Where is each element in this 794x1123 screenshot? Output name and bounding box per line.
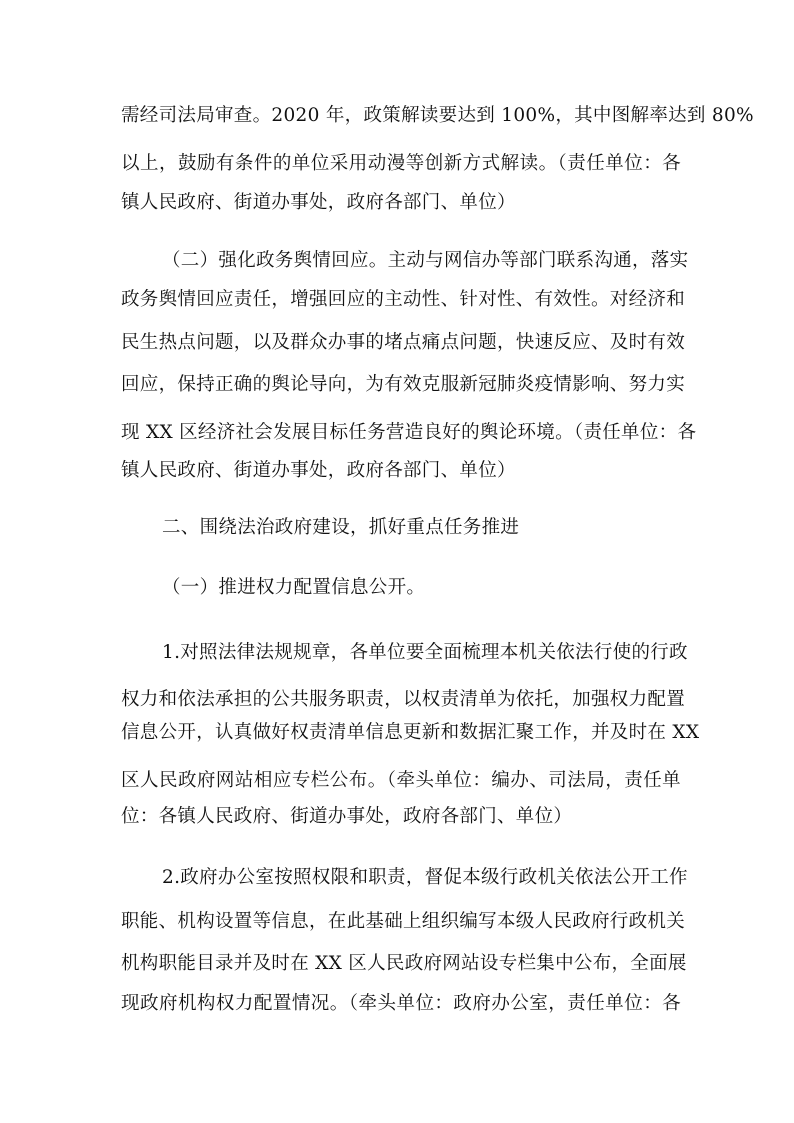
- text-line: 权力和依法承担的公共服务职责，以权责清单为依托，加强权力配置: [121, 689, 686, 710]
- text-line: 区人民政府网站相应专栏公布。（牵头单位：编办、司法局，责任单: [121, 770, 681, 791]
- text-line: 1.对照法律法规规章，各单位要全面梳理本机关依法行使的行政: [162, 642, 688, 663]
- text-line: 镇人民政府、街道办事处，政府各部门、单位）: [121, 192, 516, 213]
- text-line: 以上，鼓励有条件的单位采用动漫等创新方式解读。（责任单位：各: [121, 153, 681, 174]
- text-line: 民生热点问题，以及群众办事的堵点痛点问题，快速反应、及时有效: [121, 332, 686, 353]
- text-line: 机构职能目录并及时在 XX 区人民政府网站设专栏集中公布，全面展: [121, 953, 687, 974]
- text-line: 信息公开，认真做好权责清单信息更新和数据汇聚工作，并及时在 XX: [121, 722, 700, 743]
- text-line: 政务舆情回应责任，增强回应的主动性、针对性、有效性。对经济和: [121, 289, 686, 310]
- text-line: 现政府机构权力配置情况。（牵头单位：政府办公室，责任单位：各: [121, 993, 681, 1014]
- text-line: 现 XX 区经济社会发展目标任务营造良好的舆论环境。（责任单位：各: [121, 422, 697, 443]
- text-line: 职能、机构设置等信息，在此基础上组织编写本级人民政府行政机关: [121, 911, 686, 932]
- text-line: 需经司法局审查。2020 年，政策解读要达到 100%，其中图解率达到 80%: [121, 105, 754, 126]
- subsection-heading: （一）推进权力配置信息公开。: [162, 577, 426, 598]
- text-line: 回应，保持正确的舆论导向，为有效克服新冠肺炎疫情影响、努力实: [121, 374, 686, 395]
- text-line: 2.政府办公室按照权限和职责，督促本级行政机关依法公开工作: [162, 867, 688, 888]
- text-line: 位：各镇人民政府、街道办事处，政府各部门、单位）: [121, 806, 573, 827]
- text-line: 镇人民政府、街道办事处，政府各部门、单位）: [121, 460, 516, 481]
- section-heading: 二、围绕法治政府建设，抓好重点任务推进: [162, 517, 520, 538]
- paragraph-heading-line: （二）强化政务舆情回应。主动与网信办等部门联系沟通，落实: [162, 250, 689, 271]
